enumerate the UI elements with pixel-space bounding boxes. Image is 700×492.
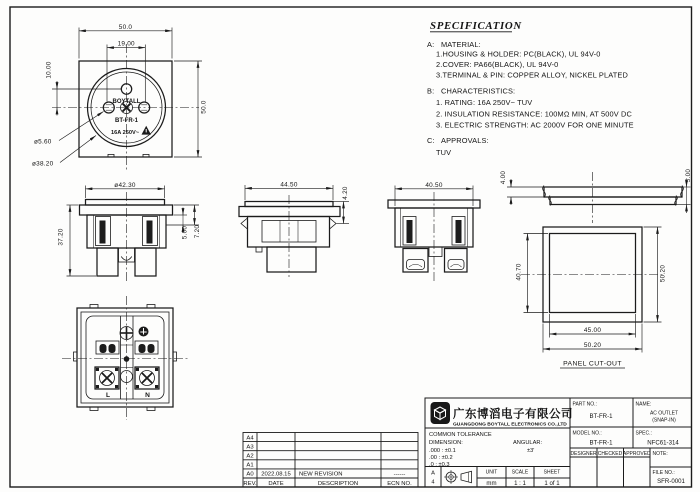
title-block [425,398,692,487]
dimension-label: DIMENSION: [429,440,463,446]
rev-row-date: 2022.08.15 [261,471,291,478]
tolerance-row: .0 : ±0.3 [429,462,450,468]
spec-item: 1. RATING: 16A 250V~ TUV [436,98,533,107]
rev-row-id: A0 [246,471,254,478]
tolerance-row: .00 : ±0.2 [429,455,453,461]
side-clip [241,218,248,229]
tolerance-title: COMMON TOLERANCE [429,432,492,438]
dim-cutout-outer-h: 50.20 [659,264,667,283]
mount-notch [108,154,114,157]
assembly-screw-icon [120,327,133,340]
angular-label: ANGULAR: [513,440,543,446]
tolerance-row: .000 : ±0.1 [429,448,456,454]
file-no-label: FILE NO.: [652,469,675,476]
rev-row-id: A1 [246,462,254,469]
angular-tolerance: ±3' [527,448,535,454]
spec-item: TUV [436,148,452,157]
paper-size-letter: A [431,470,435,477]
revision-table [243,433,418,488]
dim-front-height: 50.0 [200,100,208,114]
dim-panel-max: 5.00 [181,225,189,240]
dim-cutout-inner-h: 40.70 [515,263,523,281]
side-view-a [58,182,201,282]
spec-block [427,20,634,157]
wire-terminal-left [96,341,119,354]
dim-lip-height: 4.20 [341,186,349,200]
dim-flange-dia: ø42.30 [114,181,136,189]
back-view [62,296,190,420]
boytall-logo [431,402,451,424]
sheet-value: 1 of 1 [544,479,560,487]
unit-label: UNIT [485,469,498,476]
dim-body-width: 40.50 [425,181,443,189]
earth-symbol-icon [139,327,149,337]
model-no-label: MODEL NO.: [572,430,602,437]
side-view-b [239,181,349,277]
designer-label: DESIGNER [570,450,597,457]
spec-heading-material: MATERIAL: [441,40,481,49]
side-clip [330,218,337,229]
projection-symbol-icon [444,470,472,484]
screw-terminal-right [135,367,159,389]
spec-item: 3.TERMINAL & PIN: COPPER ALLOY, NICKEL PLATED [436,70,628,80]
wire-terminal-right [135,341,158,354]
spec-key-c: C: [427,136,435,145]
spec-item: 2.COVER: PA66(BLACK), UL 94V-0 [436,60,559,69]
file-no-value: SFR-0001 [657,477,685,485]
rating-marking: 16A 250V~ [111,130,139,137]
spec-no-label: SPEC.: [635,430,652,437]
scale-label: SCALE [511,469,529,476]
note-label: NOTE: [652,451,668,457]
dim-pin-spacing: 19.00 [117,40,135,48]
rev-row-description: NEW REVISION [299,471,343,478]
dim-cutout-outer-w: 50.20 [583,342,602,349]
tuv-triangle-icon [142,126,152,135]
model-no-value: BT-FR-1 [589,439,613,447]
panel-cutout-view [516,227,667,368]
company-name-cn: 广东博滔电子有限公司 [453,408,573,421]
model-marking: BT-FR-1 [115,117,138,124]
unit-value: mm [486,479,497,487]
spec-no-value: NFC61-314 [647,439,679,447]
brand-marking: BOYTALL [112,99,141,106]
dim-clip-depth: 7.20 [193,224,201,239]
dim-front-width: 50.0 [118,23,133,31]
spec-item: 1.HOUSING & HOLDER: PC(BLACK), UL 94V-0 [436,49,601,59]
mount-notch [143,154,149,157]
name-value-line1: AC OUTLET [649,410,679,417]
spec-item: 3. ELECTRIC STRENGTH: AC 2000V FOR ONE MINUTE [436,120,634,130]
part-no-value: BT-FR-1 [589,413,613,420]
spec-heading-approvals: APPROVALS: [441,136,489,145]
rev-row-id: A2 [246,453,254,460]
scale-value: 1 : 1 [514,479,526,487]
spec-key-b: B: [427,86,435,96]
spec-heading-characteristics: CHARACTERISTICS: [441,86,516,96]
name-label: NAME: [635,401,652,408]
side-view-c [388,182,480,281]
dim-face-dia: ø38.20 [32,160,54,168]
part-no-label: PART NO.: [572,401,597,408]
dim-hole-dia: ø5.60 [34,138,52,146]
company-name-en: GUANGDONG BOYTALL ELECTRONICS CO.,LTD [453,422,567,428]
rev-header-description: DESCRIPTION [317,480,359,487]
approved-label: APPROVED [622,450,651,457]
rev-row-id: A3 [246,444,254,451]
spec-title: SPECIFICATION [430,20,522,32]
screw-terminal-left [95,367,119,389]
spec-key-a: A: [427,40,435,49]
rev-row-ecn: ------ [393,471,406,478]
sheet-label: SHEET [543,469,561,476]
checked-label: CHECKED [597,450,623,457]
panel-cutout-caption: PANEL CUT-OUT [563,360,622,368]
panel-section-view [500,169,692,223]
dim-cover-width: 44.50 [280,181,298,189]
rev-row-id: A4 [246,435,254,442]
dim-cutout-inner-w: 45.00 [583,327,602,334]
rev-header-rev: REV. [243,480,257,487]
name-value-line2: (SNAP-IN) [652,417,676,424]
front-view [32,24,208,172]
dim-body-height: 37.20 [57,228,65,246]
dim-earth-offset: 10.00 [45,61,53,79]
spec-item: 2. INSULATION RESISTANCE: 100MΩ MIN, AT 500V DC [436,109,633,119]
dim-panel-total: 5.00 [685,168,692,183]
rev-header-ecn: ECN NO. [387,480,412,487]
paper-size-number: 4 [431,479,435,486]
rev-header-date: DATE [268,480,284,487]
terminal-label-live: L [105,392,111,399]
terminal-label-neutral: N [145,392,150,399]
dim-panel-thickness: 4.00 [500,170,507,185]
